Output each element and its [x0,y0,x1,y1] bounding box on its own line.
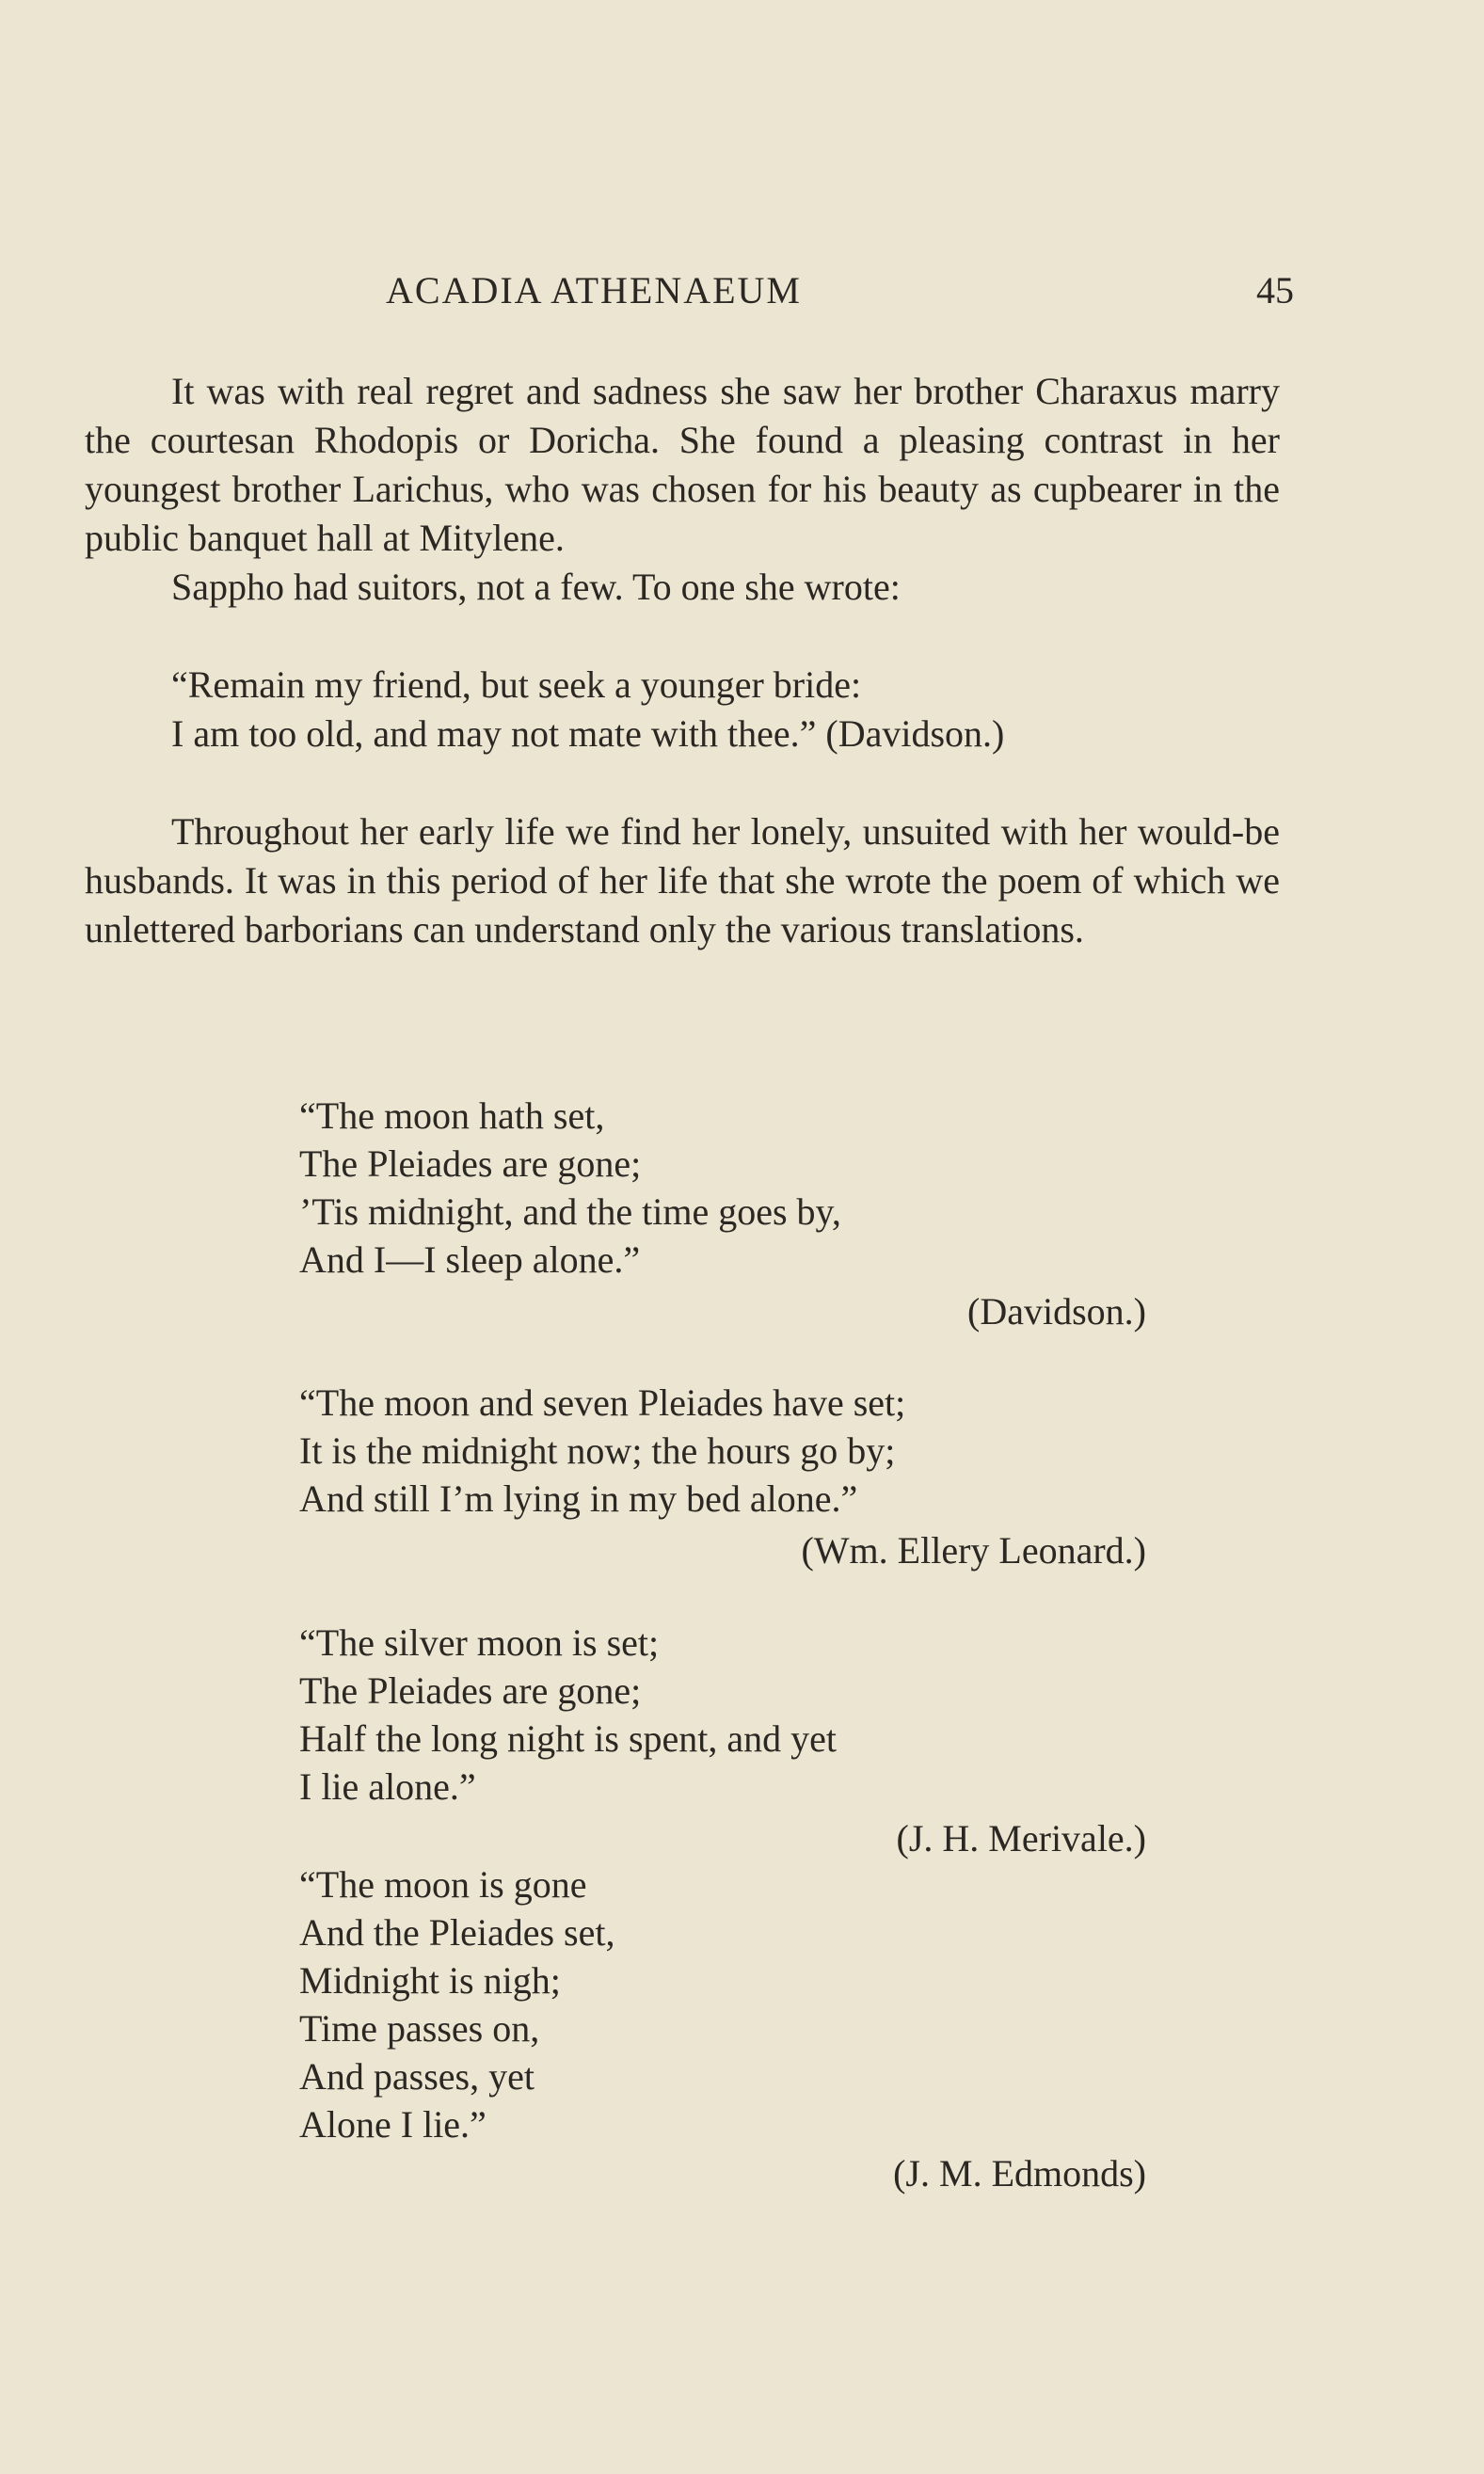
poem-line: Half the long night is spent, and yet [299,1717,838,1760]
poem-line: “The moon and seven Pleiades have set; [299,1381,906,1424]
poem-leonard [299,1379,1146,1576]
paragraph-charaxus: It was with real regret and sadness she saw her brother Charaxus marry the courtesan Rhodopis or Doricha. She found a pleasing contrast in her youngest brother Larichus, who was chosen for his beauty as cupbearer in the public banquet hall at Mitylene. [85,370,1280,559]
running-title: ACADIA ATHENAEUM [386,269,802,311]
poem-line: “The moon hath set, [299,1094,605,1137]
poem-line: And the Pleiades set, [299,1911,615,1954]
quote-line-2: I am too old, and may not mate with thee.” (Davidson.) [171,712,1005,755]
poem-edmonds [299,1860,1146,2199]
page-number: 45 [1256,269,1294,311]
poem-line: And passes, yet [299,2055,535,2098]
page-header [85,268,1294,325]
poem-attribution: (J. M. Edmonds) [893,2152,1146,2195]
body-text [85,367,1280,954]
poem-line: And I—I sleep alone.” [299,1238,641,1281]
poem-line: Alone I lie.” [299,2103,487,2146]
poem-line: The Pleiades are gone; [299,1669,642,1712]
poem-line: Midnight is nigh; [299,1959,561,2002]
poem-merivale [299,1619,1146,1863]
paragraph-lonely: Throughout her early life we find her lonely, unsuited with her would-be husbands. It was in this period of her life that she wrote the poem of which we unlettered barborians can understand only the various translations. [85,810,1280,950]
poem-line: Time passes on, [299,2007,540,2050]
poem-line: The Pleiades are gone; [299,1142,642,1185]
poem-line: And still I’m lying in my bed alone.” [299,1477,858,1520]
paragraph-suitors: Sappho had suitors, not a few. To one she wrote: [171,566,901,608]
poem-attribution: (J. H. Merivale.) [896,1817,1146,1859]
poem-attribution: (Davidson.) [967,1290,1146,1333]
poem-davidson [299,1092,1146,1336]
poem-line: “The moon is gone [299,1863,587,1906]
quote-line-1: “Remain my friend, but seek a younger bride: [171,663,862,706]
poem-line: It is the midnight now; the hours go by; [299,1429,896,1472]
poem-line: ’Tis midnight, and the time goes by, [299,1190,841,1233]
poem-attribution: (Wm. Ellery Leonard.) [801,1529,1146,1572]
poem-line: “The silver moon is set; [299,1621,660,1664]
poem-line: I lie alone.” [299,1765,476,1808]
